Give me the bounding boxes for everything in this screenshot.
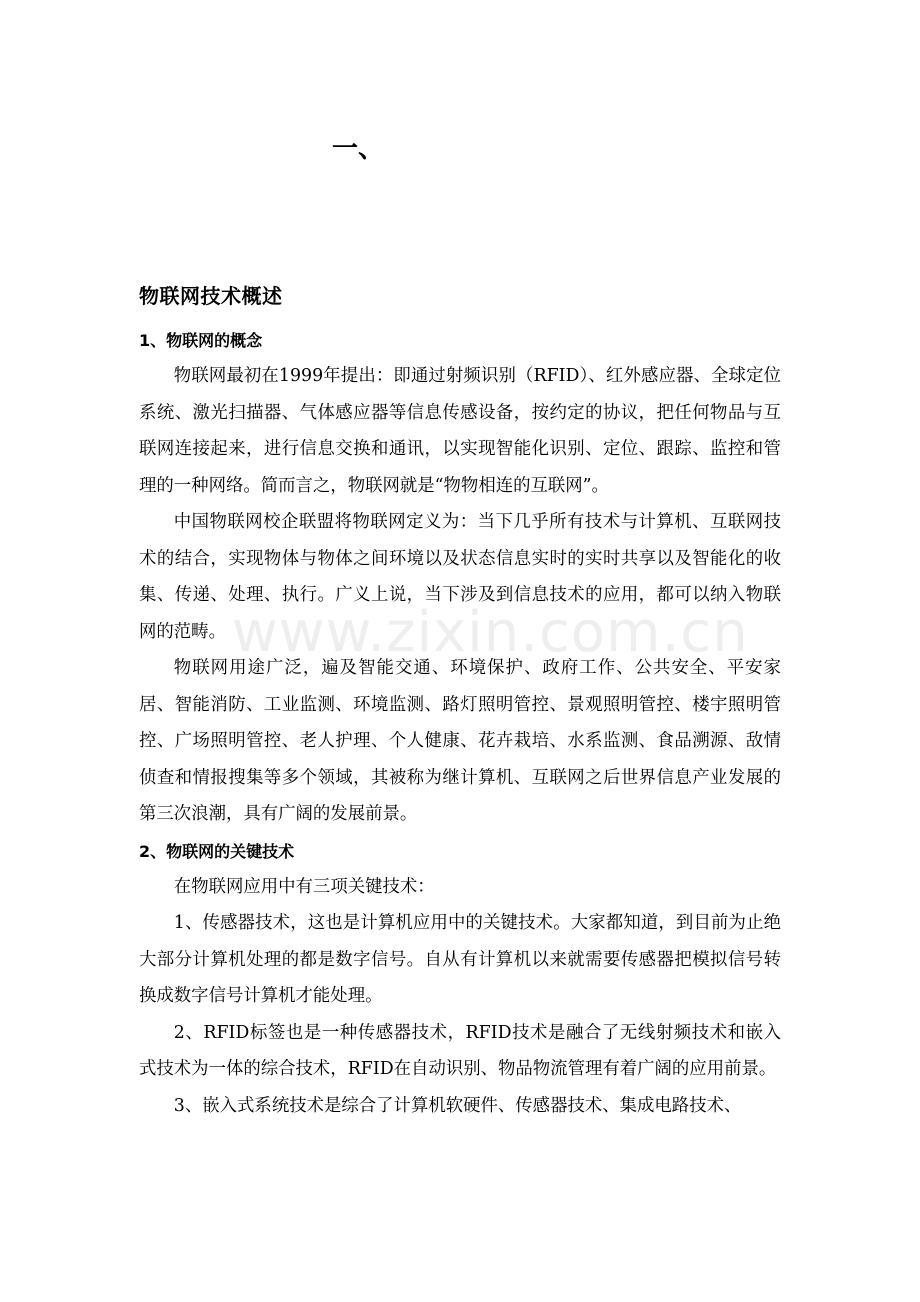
document-body [139, 324, 781, 1124]
paragraph: 在物联网应用中有三项关键技术： [173, 876, 435, 897]
paragraph: 3、嵌入式系统技术是综合了计算机软硬件、传感器技术、集成电路技术、 [173, 1095, 742, 1116]
paragraph: 物联网最初在1999年提出：即通过射频识别（RFID）、红外感应器、全球定位系统、激光扫描器、气体感应器等信息传感设备，按约定的协议，把任何物品与互联网连接起来，进行信息交换和通讯，以实现智能化识别、定位、跟踪、监控和管理的一种网络。简而言之，物联网就是“物物相连的互联网”。 [139, 366, 781, 496]
chapter-number: 一、 [332, 134, 385, 164]
section-body-concept [139, 358, 781, 833]
document-title: 物联网技术概述 [139, 284, 283, 308]
paragraph: 1、传感器技术，这也是计算机应用中的关键技术。大家都知道，到目前为止绝大部分计算机处理的都是数字信号。自从有计算机以来就需要传感器把模拟信号转换成数字信号计算机才能处理。 [139, 913, 781, 1006]
paragraph: 中国物联网校企联盟将物联网定义为：当下几乎所有技术与计算机、互联网技术的结合，实现物体与物体之间环境以及状态信息实时的实时共享以及智能化的收集、传递、处理、执行。广义上说，当下涉及到信息技术的应用，都可以纳入物联网的范畴。 [139, 512, 781, 642]
section-body-key-tech [139, 869, 781, 1125]
section-heading-key-tech: 2、物联网的关键技术 [139, 841, 295, 861]
paragraph: 2、RFID标签也是一种传感器技术，RFID技术是融合了无线射频技术和嵌入式技术为一体的综合技术，RFID在自动识别、物品物流管理有着广阔的应用前景。 [139, 1022, 781, 1079]
site-watermark: www.zixin.com.cn [232, 600, 749, 665]
paragraph: 物联网用途广泛，遍及智能交通、环境保护、政府工作、公共安全、平安家居、智能消防、工业监测、环境监测、路灯照明管控、景观照明管控、楼宇照明管控、广场照明管控、老人护理、个人健康、花卉栽培、水系监测、食品溯源、敌情侦查和情报搜集等多个领域，其被称为继计算机、互联网之后世界信息产业发展的第三次浪潮，具有广阔的发展前景。 [139, 658, 781, 824]
section-heading-concept: 1、物联网的概念 [139, 331, 263, 350]
